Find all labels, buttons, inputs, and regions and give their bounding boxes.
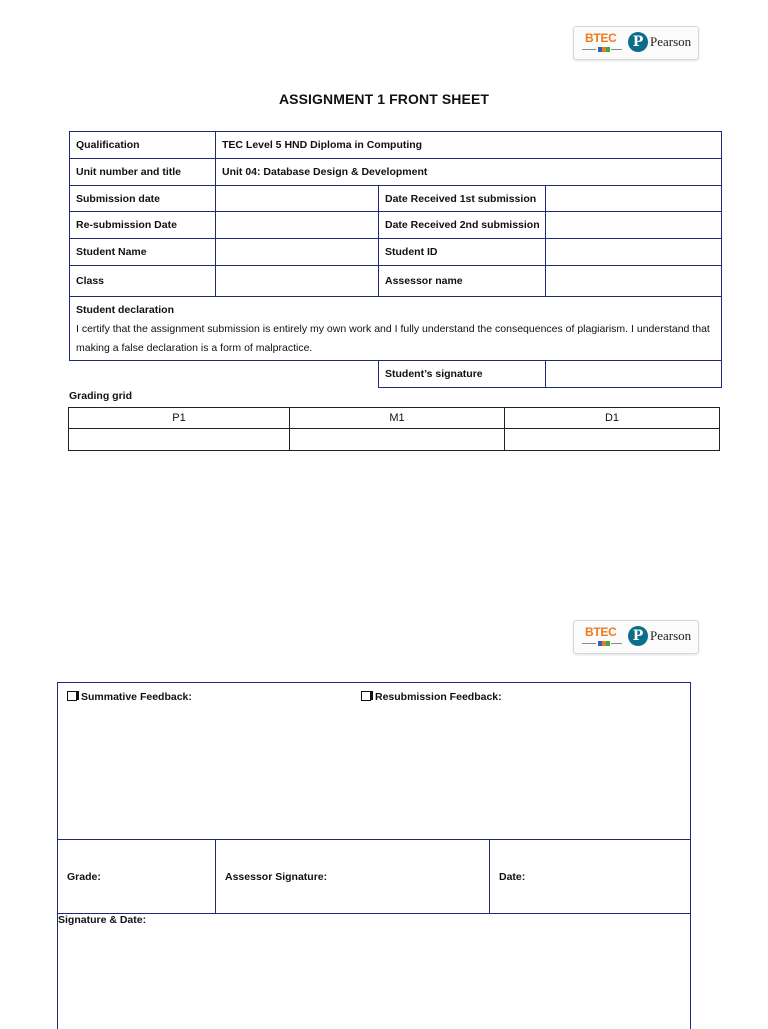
table-row bbox=[70, 361, 722, 388]
assessor-signature-label[interactable]: Assessor Signature: bbox=[216, 840, 490, 914]
qualification-label: Qualification bbox=[70, 132, 216, 159]
table-row bbox=[58, 914, 691, 1029]
date-received-2-label: Date Received 2nd submission bbox=[379, 212, 546, 239]
table-row bbox=[70, 159, 722, 186]
signature-date-label[interactable]: Signature & Date: bbox=[58, 914, 691, 1029]
class-field[interactable] bbox=[216, 266, 379, 297]
btec-logo bbox=[582, 624, 620, 650]
resubmission-feedback-option[interactable] bbox=[361, 691, 502, 703]
table-row bbox=[58, 683, 691, 840]
table-row bbox=[70, 266, 722, 297]
resubmission-feedback-label: Resubmission Feedback: bbox=[375, 691, 502, 703]
grade-header-d1: D1 bbox=[505, 408, 720, 429]
qualification-value: TEC Level 5 HND Diploma in Computing bbox=[216, 132, 722, 159]
summative-feedback-option[interactable] bbox=[67, 691, 192, 703]
grade-header-p1: P1 bbox=[69, 408, 290, 429]
table-row bbox=[70, 239, 722, 266]
declaration-cell bbox=[70, 297, 722, 361]
student-signature-label: Student’s signature bbox=[379, 361, 546, 388]
summative-feedback-label: Summative Feedback: bbox=[81, 691, 192, 703]
unit-label: Unit number and title bbox=[70, 159, 216, 186]
submission-date-label: Submission date bbox=[70, 186, 216, 212]
table-row bbox=[70, 297, 722, 361]
feedback-cell[interactable] bbox=[58, 683, 691, 840]
page-title: ASSIGNMENT 1 FRONT SHEET bbox=[278, 91, 490, 107]
resubmission-date-field[interactable] bbox=[216, 212, 379, 239]
table-row bbox=[69, 408, 720, 429]
student-id-label: Student ID bbox=[379, 239, 546, 266]
pearson-icon: P bbox=[628, 32, 648, 52]
student-id-field[interactable] bbox=[546, 239, 722, 266]
grade-label[interactable]: Grade: bbox=[58, 840, 216, 914]
blank-cell bbox=[70, 361, 379, 388]
table-row bbox=[70, 186, 722, 212]
assessor-name-label: Assessor name bbox=[379, 266, 546, 297]
pearson-icon: P bbox=[628, 626, 648, 646]
date-received-2-field[interactable] bbox=[546, 212, 722, 239]
checkbox-icon[interactable] bbox=[361, 691, 371, 701]
student-name-field[interactable] bbox=[216, 239, 379, 266]
student-signature-field[interactable] bbox=[546, 361, 722, 388]
btec-wordmark: BTEC bbox=[585, 625, 617, 639]
grade-header-m1: M1 bbox=[290, 408, 505, 429]
grading-grid-table bbox=[68, 407, 720, 451]
pearson-wordmark: Pearson bbox=[650, 628, 692, 643]
date-received-1-field[interactable] bbox=[546, 186, 722, 212]
assessor-name-field[interactable] bbox=[546, 266, 722, 297]
class-label: Class bbox=[70, 266, 216, 297]
logo-banner bbox=[573, 620, 699, 654]
table-row bbox=[70, 132, 722, 159]
grade-d1-field[interactable] bbox=[505, 429, 720, 451]
table-row bbox=[70, 212, 722, 239]
logo-banner bbox=[573, 26, 699, 60]
table-row bbox=[69, 429, 720, 451]
student-name-label: Student Name bbox=[70, 239, 216, 266]
front-sheet-table bbox=[69, 131, 722, 388]
date-label[interactable]: Date: bbox=[490, 840, 691, 914]
resubmission-date-label: Re-submission Date bbox=[70, 212, 216, 239]
feedback-table bbox=[57, 682, 691, 1029]
grade-m1-field[interactable] bbox=[290, 429, 505, 451]
declaration-heading: Student declaration bbox=[76, 304, 175, 316]
grading-grid-label: Grading grid bbox=[69, 390, 132, 402]
submission-date-field[interactable] bbox=[216, 186, 379, 212]
unit-value: Unit 04: Database Design & Development bbox=[216, 159, 722, 186]
grade-p1-field[interactable] bbox=[69, 429, 290, 451]
table-row bbox=[58, 840, 691, 914]
declaration-text: I certify that the assignment submission is entirely my own work and I fully understand the consequences of plagiarism. I understand that making a false declaration is a form of malpractice. bbox=[76, 323, 710, 354]
pearson-wordmark: Pearson bbox=[650, 34, 692, 49]
btec-wordmark: BTEC bbox=[585, 31, 617, 45]
btec-tagline-mark bbox=[582, 641, 622, 647]
btec-tagline-mark bbox=[582, 47, 622, 53]
checkbox-icon[interactable] bbox=[67, 691, 77, 701]
date-received-1-label: Date Received 1st submission bbox=[379, 186, 546, 212]
btec-logo bbox=[582, 30, 620, 56]
